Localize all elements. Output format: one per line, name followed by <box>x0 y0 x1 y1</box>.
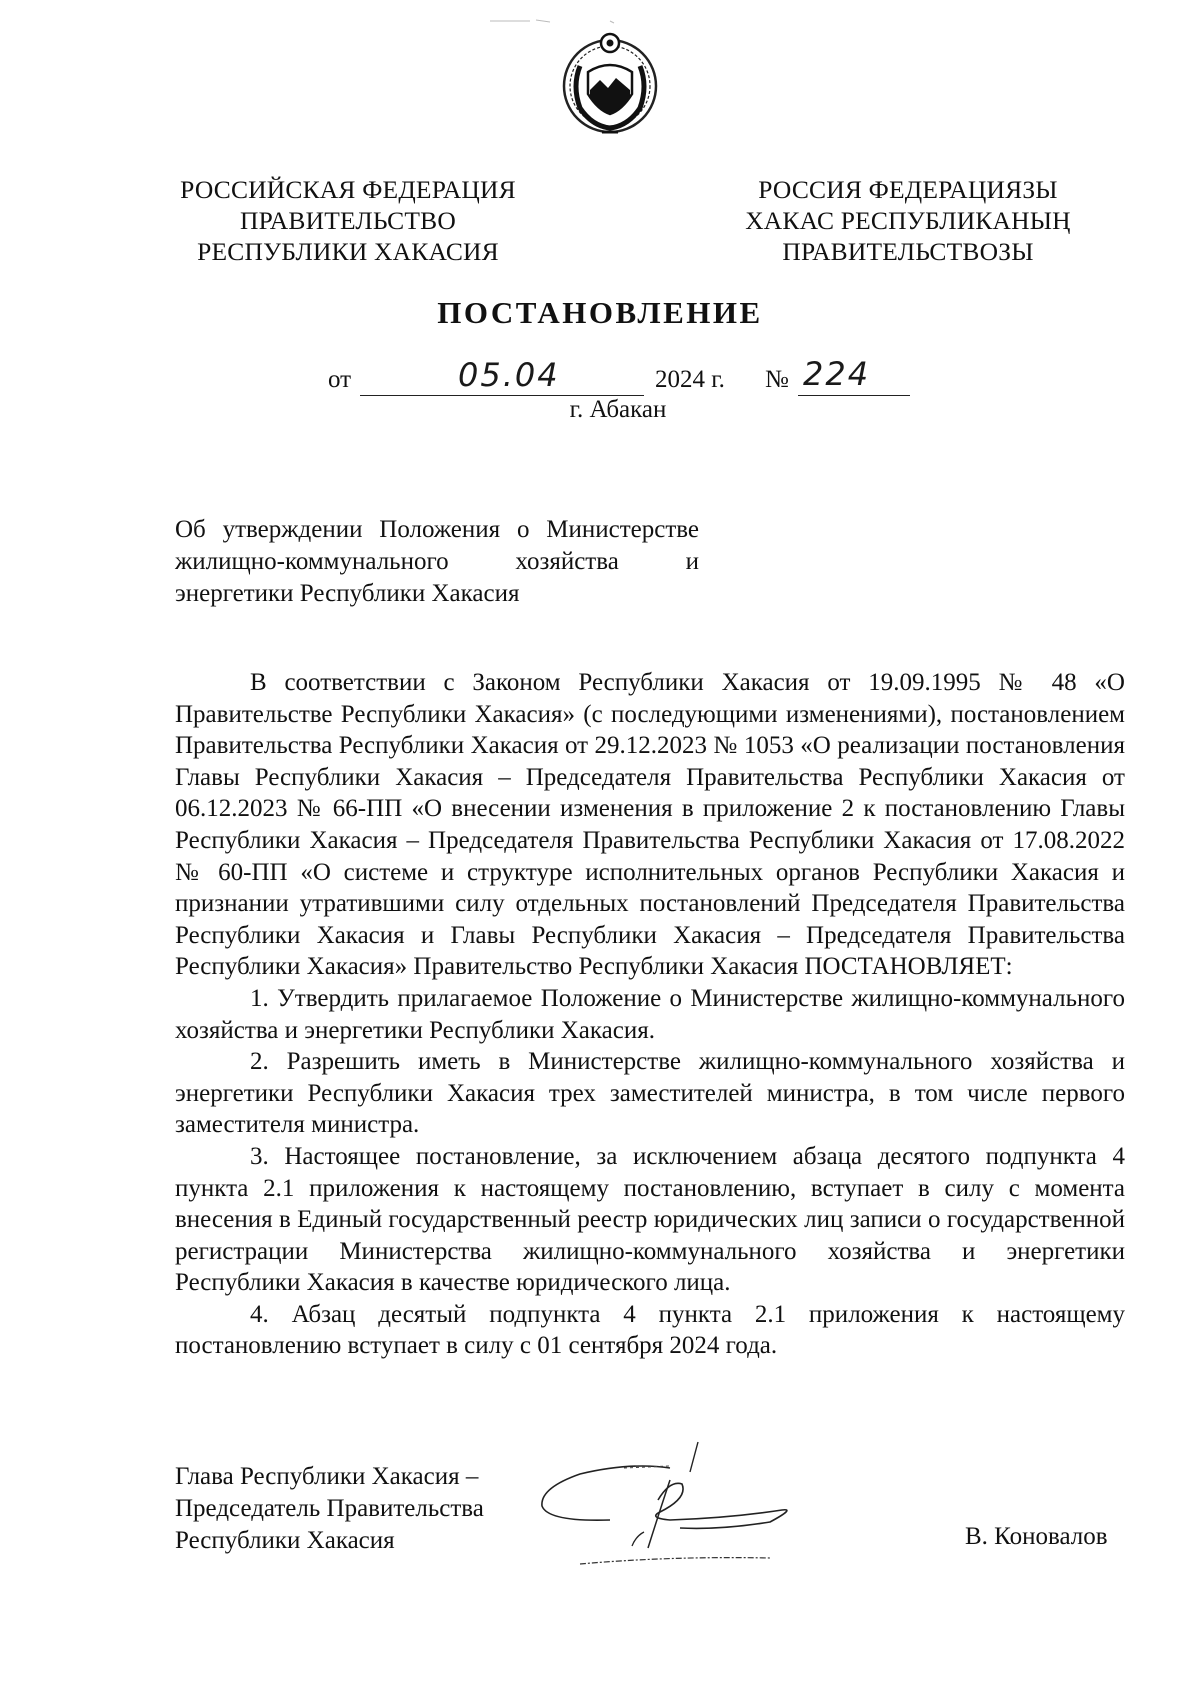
date-handwritten: 05.04 <box>458 356 560 394</box>
body-paragraph: 3. Настоящее постановление, за исключением абзаца десятого подпункта 4 пункта 2.1 приложения к настоящему постановлению, вступает в силу с момента внесения в Единый государственный реестр юридических лиц записи о государственной регистрации Министерства жилищно-коммунального хозяйства и энергетики Республики Хакасия в качестве юридического лица. <box>175 1142 1125 1297</box>
number-prefix: № <box>765 366 789 393</box>
header-right-line: РОССИЯ ФЕДЕРАЦИЯЗЫ <box>758 175 1058 204</box>
signatory-name: В. Коновалов <box>965 1523 1108 1550</box>
subject-line: Об утверждении Положения о Министерстве <box>175 516 699 543</box>
signatory-title-line: Республики Хакасия <box>175 1527 395 1554</box>
city-label: г. Абакан <box>569 396 667 423</box>
document-subject <box>175 514 699 610</box>
signatory-title-line: Председатель Правительства <box>175 1495 484 1522</box>
signatory-title-line: Глава Республики Хакасия – <box>175 1463 479 1490</box>
khakassia-coat-of-arms-icon <box>558 28 662 136</box>
header-left-line: РОССИЙСКАЯ ФЕДЕРАЦИЯ <box>180 175 516 204</box>
header-right-line: ХАКАС РЕСПУБЛИКАНЫҢ <box>745 206 1071 235</box>
subject-line: энергетики Республики Хакасия <box>175 580 520 607</box>
year-label: 2024 г. <box>655 366 725 393</box>
body-paragraph: 1. Утвердить прилагаемое Положение о Министерстве жилищно-коммунального хозяйства и энергетики Республики Хакасия. <box>175 984 1125 1044</box>
document-body <box>175 667 1125 1362</box>
body-paragraph: 4. Абзац десятый подпункта 4 пункта 2.1 приложения к настоящему постановлению вступает в силу с 01 сентября 2024 года. <box>175 1300 1125 1360</box>
subject-line: жилищно-коммунального хозяйства и <box>175 548 699 575</box>
header-right-block <box>718 174 1098 267</box>
body-paragraph: 2. Разрешить иметь в Министерстве жилищно-коммунального хозяйства и энергетики Республики Хакасия трех заместителей министра, в том числе первого заместителя министра. <box>175 1048 1125 1139</box>
body-paragraph: В соответствии с Законом Республики Хакасия от 19.09.1995 № 48 «О Правительстве Республики Хакасия» (с последующими изменениями), постановлением Правительства Республики Хакасия от 29.12.2023 № 1053 «О реализации постановления Главы Республики Хакасия – Председателя Правительства Республики Хакасия от 06.12.2023 № 66-ПП «О внесении изменения в приложение 2 к постановлению Главы Республики Хакасия – Председателя Правительства Республики Хакасия от 17.08.2022 № 60-ПП «О системе и структуре исполнительных органов Республики Хакасия и признании утратившими силу отдельных постановлений Председателя Правительства Республики Хакасия и Главы Республики Хакасия – Председателя Правительства Республики Хакасия» Правительство Республики Хакасия ПОСТАНОВЛЯЕТ: <box>175 669 1125 981</box>
header-right-line: ПРАВИТЕЛЬСТВОЗЫ <box>782 237 1034 266</box>
number-handwritten: 224 <box>803 355 871 393</box>
header-left-block <box>158 174 538 267</box>
header-left-line: ПРАВИТЕЛЬСТВО <box>240 206 456 235</box>
document-title: ПОСТАНОВЛЕНИЕ <box>437 295 763 330</box>
handwritten-signature <box>520 1440 860 1580</box>
coat-of-arms <box>558 28 662 136</box>
date-prefix: от <box>328 366 352 393</box>
signatory-title <box>175 1461 484 1557</box>
header-left-line: РЕСПУБЛИКИ ХАКАСИЯ <box>197 237 499 266</box>
